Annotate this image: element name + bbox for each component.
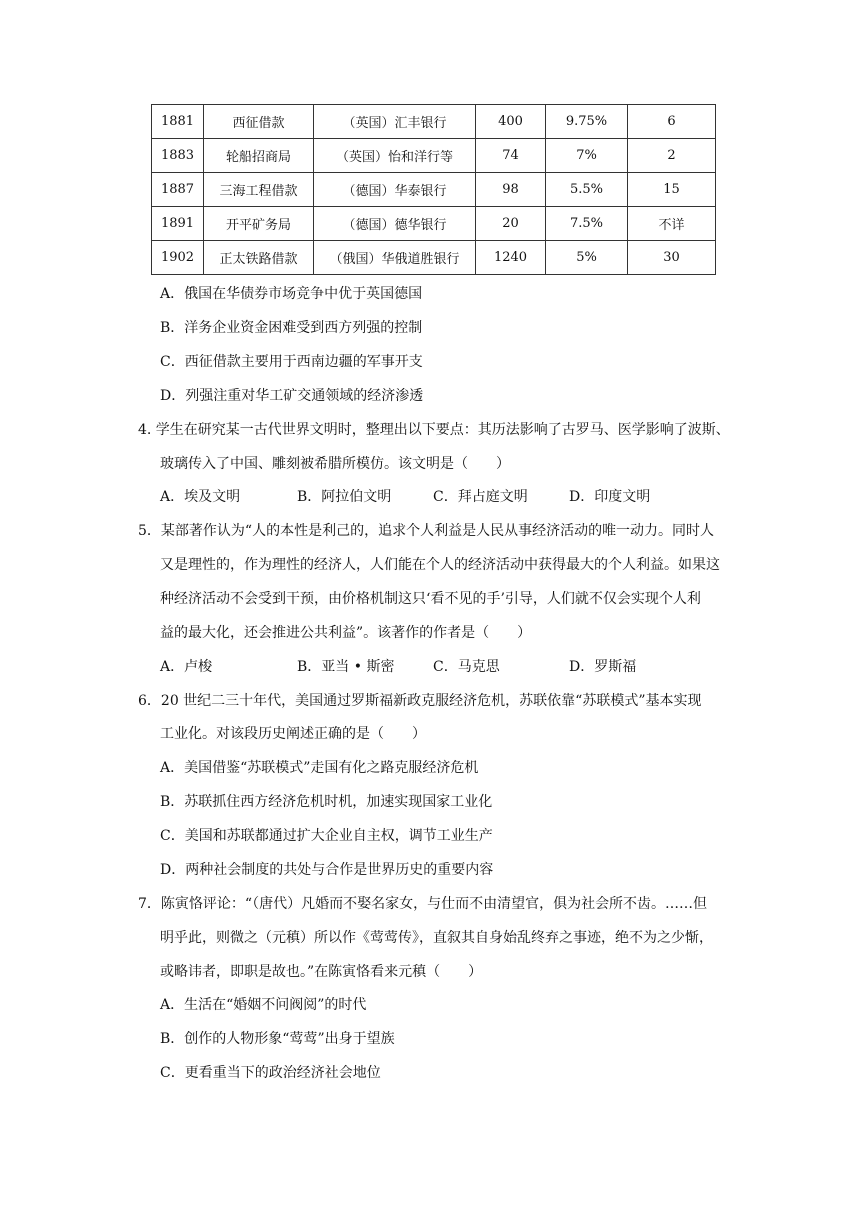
- cell-bank: （德国）德华银行: [314, 207, 476, 241]
- cell-term: 6: [628, 105, 716, 139]
- q7-option-c: C．更看重当下的政治经济社会地位: [160, 1065, 381, 1081]
- cell-loan-name: 开平矿务局: [204, 207, 314, 241]
- q5-option-d: D．罗斯福: [569, 659, 637, 675]
- table-row: [152, 139, 716, 173]
- cell-rate: 5.5%: [546, 173, 628, 207]
- cell-amount: 400: [476, 105, 546, 139]
- cell-bank: （德国）华泰银行: [314, 173, 476, 207]
- cell-year: 1881: [152, 105, 204, 139]
- q4-option-d: D．印度文明: [569, 489, 651, 505]
- cell-bank: （英国）汇丰银行: [314, 105, 476, 139]
- q6-stem-line1: 6．20 世纪二三十年代，美国通过罗斯福新政克服经济危机，苏联依靠“苏联模式”基本实现: [138, 693, 702, 709]
- cell-rate: 9.75%: [546, 105, 628, 139]
- q7-stem-line3: 或略讳者，即职是故也。”在陈寅恪看来元稹（ ）: [160, 964, 483, 980]
- q7-option-a: A．生活在“婚姻不问阀阅”的时代: [160, 997, 367, 1013]
- cell-rate: 5%: [546, 241, 628, 275]
- q3-option-c: C．西征借款主要用于西南边疆的军事开支: [160, 354, 423, 370]
- cell-term: 不详: [628, 207, 716, 241]
- cell-amount: 1240: [476, 241, 546, 275]
- q4-option-c: C．拜占庭文明: [433, 489, 528, 505]
- loan-table: [151, 104, 716, 275]
- table-row: [152, 241, 716, 275]
- q3-option-a: A．俄国在华债券市场竞争中优于英国德国: [160, 286, 423, 302]
- cell-amount: 74: [476, 139, 546, 173]
- q6-stem-line2: 工业化。对该段历史阐述正确的是（ ）: [160, 726, 426, 742]
- q5-stem-line3: 种经济活动不会受到干预，由价格机制这只‘看不见的手’引导，人们就不仅会实现个人利: [160, 591, 701, 607]
- cell-bank: （英国）怡和洋行等: [314, 139, 476, 173]
- q5-stem-line1: 5．某部著作认为“人的本性是利己的，追求个人利益是人民从事经济活动的唯一动力。同时人: [138, 523, 715, 539]
- cell-loan-name: 三海工程借款: [204, 173, 314, 207]
- cell-term: 2: [628, 139, 716, 173]
- cell-loan-name: 正太铁路借款: [204, 241, 314, 275]
- q4-stem-line1: 4. 学生在研究某一古代世界文明时，整理出以下要点：其历法影响了古罗马、医学影响了波斯、: [138, 422, 730, 438]
- q3-option-b: B．洋务企业资金困难受到西方列强的控制: [160, 320, 423, 336]
- table-row: [152, 173, 716, 207]
- q6-option-a: A．美国借鉴“苏联模式”走国有化之路克服经济危机: [160, 760, 479, 776]
- cell-year: 1887: [152, 173, 204, 207]
- q3-option-d: D．列强注重对华工矿交通领域的经济渗透: [160, 388, 424, 404]
- cell-amount: 98: [476, 173, 546, 207]
- q4-stem-line2: 玻璃传入了中国、雕刻被希腊所模仿。该文明是（ ）: [160, 456, 510, 472]
- cell-term: 30: [628, 241, 716, 275]
- cell-loan-name: 西征借款: [204, 105, 314, 139]
- q5-stem-line2: 又是理性的，作为理性的经济人，人们能在个人的经济活动中获得最大的个人利益。如果这: [160, 557, 720, 573]
- cell-rate: 7%: [546, 139, 628, 173]
- q5-option-b: B．亚当 • 斯密: [297, 659, 395, 675]
- cell-year: 1902: [152, 241, 204, 275]
- q4-option-a: A．埃及文明: [160, 489, 241, 505]
- cell-loan-name: 轮船招商局: [204, 139, 314, 173]
- q4-option-b: B．阿拉伯文明: [297, 489, 392, 505]
- q7-stem-line1: 7．陈寅恪评论：“（唐代）凡婚而不娶名家女，与仕而不由清望官，俱为社会所不齿。……但: [138, 896, 708, 912]
- cell-amount: 20: [476, 207, 546, 241]
- q6-option-b: B．苏联抓住西方经济危机时机，加速实现国家工业化: [160, 794, 493, 810]
- table-row: [152, 207, 716, 241]
- cell-year: 1891: [152, 207, 204, 241]
- table-row: [152, 105, 716, 139]
- q5-stem-line4: 益的最大化，还会推进公共利益”。该著作的作者是（ ）: [160, 625, 532, 641]
- q6-option-d: D．两种社会制度的共处与合作是世界历史的重要内容: [160, 862, 494, 878]
- cell-bank: （俄国）华俄道胜银行: [314, 241, 476, 275]
- q5-option-a: A．卢梭: [160, 659, 213, 675]
- q5-option-c: C．马克思: [433, 659, 500, 675]
- q6-option-c: C．美国和苏联都通过扩大企业自主权，调节工业生产: [160, 828, 493, 844]
- cell-rate: 7.5%: [546, 207, 628, 241]
- q7-option-b: B．创作的人物形象“莺莺”出身于望族: [160, 1031, 395, 1047]
- q7-stem-line2: 明乎此，则微之（元稹）所以作《莺莺传》，直叙其自身始乱终弃之事迹，绝不为之少惭，: [160, 930, 713, 946]
- cell-year: 1883: [152, 139, 204, 173]
- cell-term: 15: [628, 173, 716, 207]
